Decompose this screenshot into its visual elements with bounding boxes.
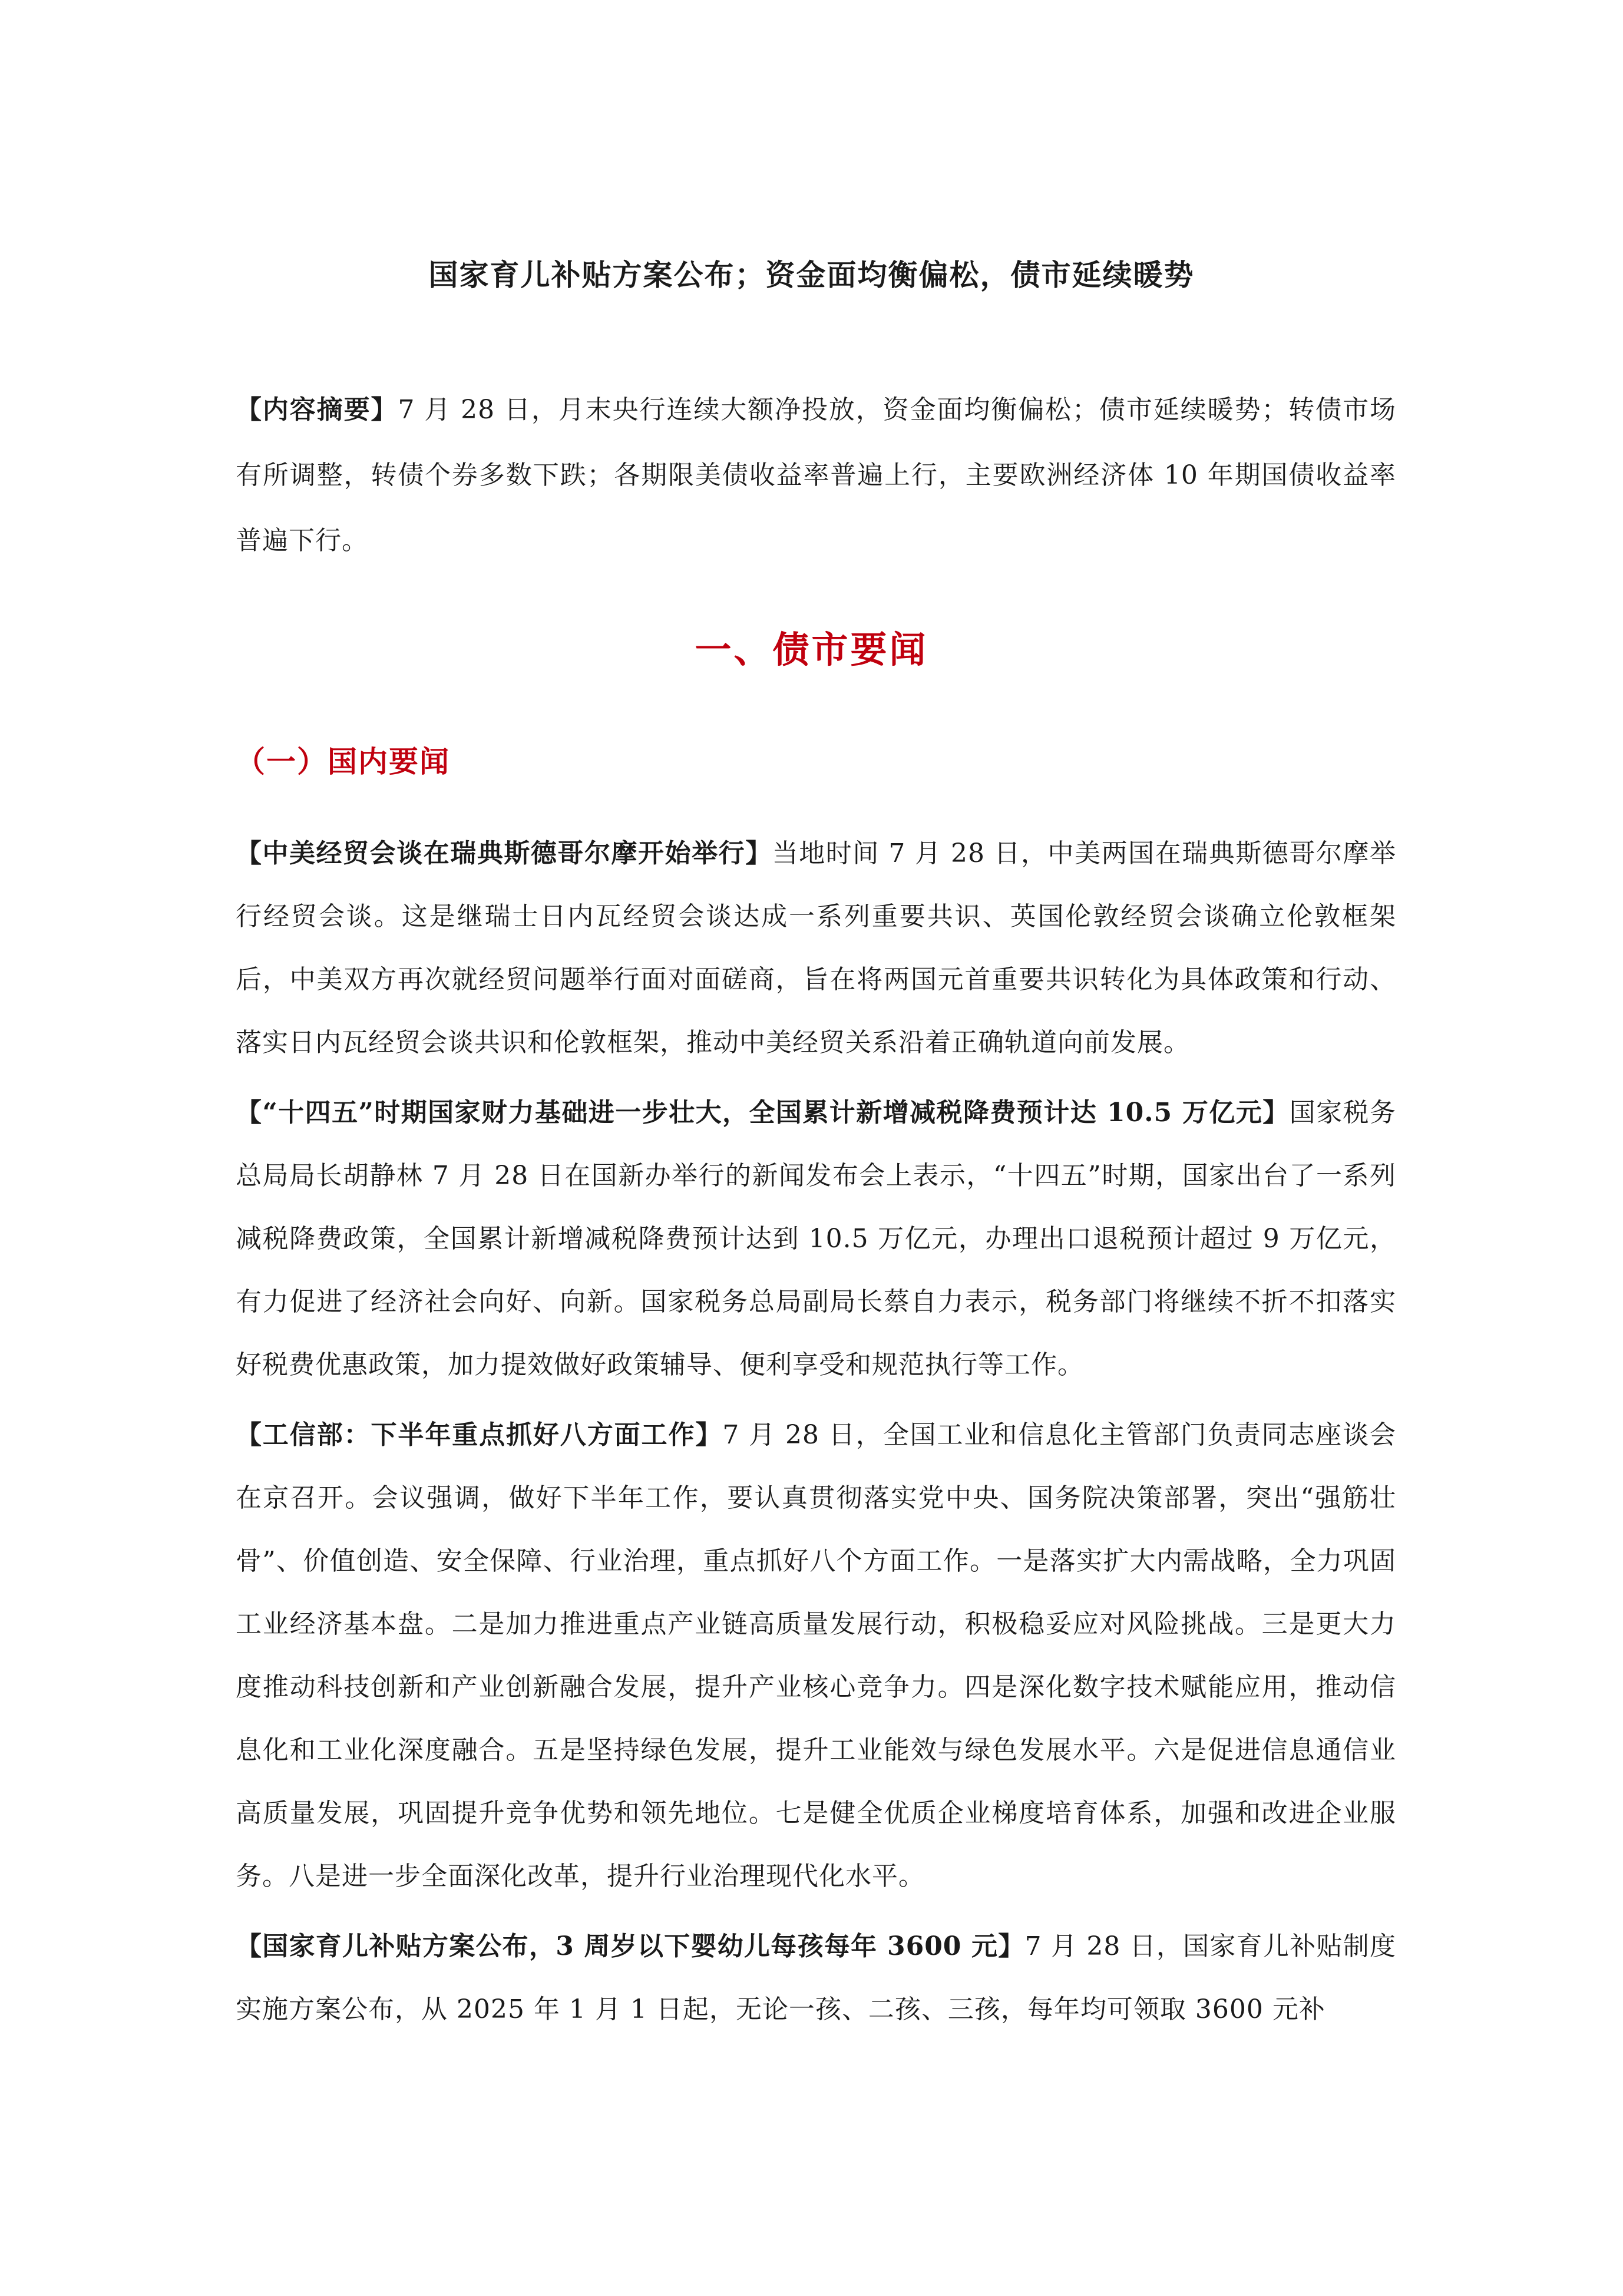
news-item-miit-eight-tasks bbox=[236, 1403, 1396, 1908]
news-headline: 【中美经贸会谈在瑞典斯德哥尔摩开始举行】 bbox=[236, 838, 772, 868]
news-headline: 【国家育儿补贴方案公布，3 周岁以下婴幼儿每孩每年 3600 元】 bbox=[236, 1931, 1025, 1961]
news-item-tax-reduction bbox=[236, 1081, 1396, 1396]
news-body: 国家税务总局局长胡静林 7 月 28 日在国新办举行的新闻发布会上表示，“十四五”时期，国家出台了一系列减税降费政策，全国累计新增减税降费预计达到 10.5 万亿元，办理出口退税预计超过 9 万亿元，有力促进了经济社会向好、向新。国家税务总局副局长蔡自力表示，税务部门将继续不折不扣落实好税费优惠政策，加力提效做好政策辅导、便利享受和规范执行等工作。 bbox=[236, 1098, 1396, 1380]
document-title: 国家育儿补贴方案公布；资金面均衡偏松，债市延续暖势 bbox=[428, 257, 1195, 292]
news-headline: 【工信部：下半年重点抓好八方面工作】 bbox=[236, 1420, 723, 1450]
news-item-childcare-subsidy bbox=[236, 1915, 1396, 2041]
news-headline: 【“十四五”时期国家财力基础进一步壮大，全国累计新增减税降费预计达 10.5 万亿元】 bbox=[236, 1098, 1290, 1128]
domestic-news-list bbox=[236, 822, 1396, 2048]
summary-tag: 【内容摘要】 bbox=[236, 395, 398, 425]
section-heading-bond-news: 一、债市要闻 bbox=[695, 628, 928, 671]
summary-text: 7 月 28 日，月末央行连续大额净投放，资金面均衡偏松；债市延续暖势；转债市场有所调整，转债个券多数下跌；各期限美债收益率普遍上行，主要欧洲经济体 10 年期国债收益率普遍下行。 bbox=[236, 395, 1396, 556]
news-body: 7 月 28 日，全国工业和信息化主管部门负责同志座谈会在京召开。会议强调，做好下半年工作，要认真贯彻落实党中央、国务院决策部署，突出“强筋壮骨”、价值创造、安全保障、行业治理，重点抓好八个方面工作。一是落实扩大内需战略，全力巩固工业经济基本盘。二是加力推进重点产业链高质量发展行动，积极稳妥应对风险挑战。三是更大力度推动科技创新和产业创新融合发展，提升产业核心竞争力。四是深化数字技术赋能应用，推动信息化和工业化深度融合。五是坚持绿色发展，提升工业能效与绿色发展水平。六是促进信息通信业高质量发展，巩固提升竞争优势和领先地位。七是健全优质企业梯度培育体系，加强和改进企业服务。八是进一步全面深化改革，提升行业治理现代化水平。 bbox=[236, 1420, 1396, 1891]
news-item-sino-us-trade-talks bbox=[236, 822, 1396, 1074]
subsection-heading-domestic-news: （一）国内要闻 bbox=[236, 744, 450, 779]
news-body: 当地时间 7 月 28 日，中美两国在瑞典斯德哥尔摩举行经贸会谈。这是继瑞士日内瓦经贸会谈达成一系列重要共识、英国伦敦经贸会谈确立伦敦框架后，中美双方再次就经贸问题举行面对面磋商，旨在将两国元首重要共识转化为具体政策和行动、落实日内瓦经贸会谈共识和伦敦框架，推动中美经贸关系沿着正确轨道向前发展。 bbox=[236, 838, 1396, 1058]
news-body: 7 月 28 日，国家育儿补贴制度实施方案公布，从 2025 年 1 月 1 日起，无论一孩、二孩、三孩，每年均可领取 3600 元补 bbox=[236, 1931, 1396, 2024]
content-summary bbox=[236, 377, 1396, 573]
